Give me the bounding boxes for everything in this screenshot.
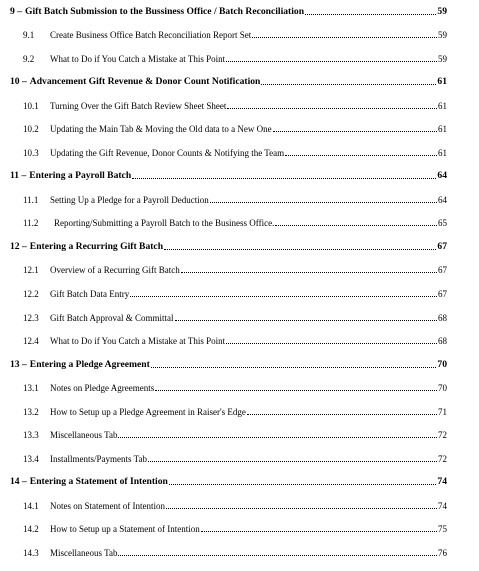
toc-entry-number: 13.3 bbox=[23, 430, 39, 440]
dot-leader bbox=[164, 249, 436, 250]
toc-entry-number: 12.1 bbox=[23, 265, 39, 275]
dot-leader bbox=[118, 437, 437, 438]
toc-entry-number: 10.1 bbox=[23, 101, 39, 111]
dot-leader bbox=[148, 461, 437, 462]
toc-entry-number: 9 – bbox=[10, 6, 22, 17]
toc-entry-title: Turning Over the Gift Batch Review Sheet Sheet bbox=[50, 101, 227, 111]
dot-leader bbox=[201, 531, 437, 532]
dot-leader bbox=[305, 14, 436, 15]
dot-leader bbox=[226, 61, 437, 62]
toc-entry[interactable] bbox=[0, 498, 479, 512]
toc-entry-title: Advancement Gift Revenue & Donor Count Notification bbox=[29, 76, 261, 87]
toc-entry-number: 10 – bbox=[10, 76, 27, 87]
toc-entry-title: Updating the Gift Revenue, Donor Counts & Notifying the Team bbox=[50, 148, 285, 158]
toc-entry-page: 59 bbox=[438, 54, 447, 64]
toc-entry-number: 9.1 bbox=[23, 30, 35, 40]
toc-entry-title: Gift Batch Submission to the Bussiness Office / Batch Reconciliation bbox=[25, 6, 305, 17]
toc-entry-title: Notes on Statement of Intention bbox=[50, 501, 165, 511]
toc-entry-page: 74 bbox=[437, 476, 447, 487]
toc-entry[interactable] bbox=[0, 262, 479, 276]
toc-entry[interactable] bbox=[0, 27, 479, 41]
toc-entry-number: 14.2 bbox=[23, 524, 39, 534]
toc-entry-number: 13 – bbox=[10, 359, 27, 370]
toc-entry-title: Gift Batch Data Entry bbox=[50, 289, 130, 299]
toc-entry-page: 64 bbox=[438, 195, 447, 205]
toc-entry-title: Notes on Pledge Agreements bbox=[50, 383, 155, 393]
dot-leader bbox=[132, 178, 436, 179]
toc-entry-page: 64 bbox=[437, 170, 447, 181]
toc-entry-page: 74 bbox=[438, 501, 447, 511]
toc-entry[interactable] bbox=[0, 357, 479, 371]
toc-entry-page: 71 bbox=[438, 407, 447, 417]
toc-entry-page: 61 bbox=[438, 124, 447, 134]
toc-entry-title: What to Do if You Catch a Mistake at This Point bbox=[50, 54, 226, 64]
toc-entry-page: 67 bbox=[438, 289, 447, 299]
dot-leader bbox=[285, 155, 437, 156]
toc-entry-title: Installments/Payments Tab bbox=[50, 454, 147, 464]
toc-entry-title: How to Setup up a Statement of Intention bbox=[50, 524, 200, 534]
toc-entry-number: 10.2 bbox=[23, 124, 39, 134]
dot-leader bbox=[226, 343, 437, 344]
toc-entry[interactable] bbox=[0, 239, 479, 253]
toc-entry-number: 9.2 bbox=[23, 54, 35, 64]
toc-entry[interactable] bbox=[0, 333, 479, 347]
dot-leader bbox=[227, 108, 437, 109]
toc-entry[interactable] bbox=[0, 51, 479, 65]
toc-entry-number: 11.1 bbox=[23, 195, 39, 205]
toc-entry-number: 10.3 bbox=[23, 148, 39, 158]
dot-leader bbox=[252, 37, 437, 38]
toc-entry[interactable] bbox=[0, 310, 479, 324]
toc-entry-number: 12.4 bbox=[23, 336, 39, 346]
toc-entry[interactable] bbox=[0, 474, 479, 488]
dot-leader bbox=[273, 131, 437, 132]
toc-entry-page: 70 bbox=[437, 359, 447, 370]
toc-entry-number: 11.2 bbox=[23, 218, 39, 228]
toc-entry-number: 12.3 bbox=[23, 313, 39, 323]
dot-leader bbox=[151, 367, 437, 368]
toc-entry[interactable] bbox=[0, 545, 479, 559]
toc-entry-title: How to Setup up a Pledge Agreement in Raiser's Edge bbox=[50, 407, 246, 417]
toc-entry[interactable] bbox=[0, 380, 479, 394]
toc-entry[interactable] bbox=[0, 98, 479, 112]
toc-entry-page: 75 bbox=[438, 524, 447, 534]
toc-entry-title: Updating the Main Tab & Moving the Old data to a New One bbox=[50, 124, 272, 134]
toc-entry-number: 12.2 bbox=[23, 289, 39, 299]
toc-entry-title: What to Do if You Catch a Mistake at This Point bbox=[50, 336, 226, 346]
toc-entry-number: 14.3 bbox=[23, 548, 39, 558]
dot-leader bbox=[166, 508, 437, 509]
toc-entry-title: Create Business Office Batch Reconciliation Report Set bbox=[50, 30, 252, 40]
toc-entry-title: Setting Up a Pledge for a Payroll Deduction bbox=[50, 195, 209, 205]
toc-entry[interactable] bbox=[0, 74, 479, 88]
toc-entry-title: Entering a Pledge Agreement bbox=[29, 359, 150, 370]
dot-leader bbox=[169, 484, 437, 485]
toc-entry-title: Miscellaneous Tab bbox=[50, 430, 118, 440]
toc-entry[interactable] bbox=[0, 215, 479, 229]
toc-entry-number: 12 – bbox=[10, 241, 27, 252]
dot-leader bbox=[275, 225, 437, 226]
toc-entry[interactable] bbox=[0, 404, 479, 418]
toc-entry-number: 14.1 bbox=[23, 501, 39, 511]
dot-leader bbox=[118, 555, 437, 556]
toc-entry[interactable] bbox=[0, 145, 479, 159]
toc-entry[interactable] bbox=[0, 4, 479, 18]
toc-entry-number: 11 – bbox=[10, 170, 27, 181]
toc-entry-title: Miscellaneous Tab bbox=[50, 548, 118, 558]
toc-entry[interactable] bbox=[0, 168, 479, 182]
toc-entry-number: 13.4 bbox=[23, 454, 39, 464]
toc-entry-number: 14 – bbox=[10, 476, 27, 487]
toc-entry-page: 61 bbox=[437, 76, 447, 87]
toc-entry[interactable] bbox=[0, 521, 479, 535]
dot-leader bbox=[175, 320, 438, 321]
dot-leader bbox=[210, 202, 437, 203]
toc-entry-number: 13.2 bbox=[23, 407, 39, 417]
toc-entry-page: 61 bbox=[438, 148, 447, 158]
toc-entry-title: Entering a Payroll Batch bbox=[29, 170, 132, 181]
toc-entry[interactable] bbox=[0, 192, 479, 206]
toc-entry-page: 61 bbox=[438, 101, 447, 111]
dot-leader bbox=[181, 272, 437, 273]
dot-leader bbox=[247, 414, 437, 415]
toc-entry-title: Entering a Statement of Intention bbox=[29, 476, 168, 487]
toc-entry-title: Gift Batch Approval & Committal bbox=[50, 313, 174, 323]
toc-entry-title: Overview of a Recurring Gift Batch bbox=[50, 265, 180, 275]
dot-leader bbox=[155, 390, 437, 391]
toc-entry-page: 67 bbox=[438, 265, 447, 275]
toc-entry-page: 68 bbox=[438, 313, 447, 323]
toc-entry-title: Entering a Recurring Gift Batch bbox=[29, 241, 164, 252]
toc-entry-page: 59 bbox=[438, 30, 447, 40]
toc-entry-page: 68 bbox=[438, 336, 447, 346]
toc-entry-page: 72 bbox=[438, 430, 447, 440]
toc-entry-page: 59 bbox=[437, 6, 447, 17]
toc-entry-number: 13.1 bbox=[23, 383, 39, 393]
dot-leader bbox=[261, 84, 436, 85]
toc-entry-page: 76 bbox=[438, 548, 447, 558]
toc-entry-page: 67 bbox=[437, 241, 447, 252]
toc-entry-page: 70 bbox=[438, 383, 447, 393]
toc-entry[interactable] bbox=[0, 427, 479, 441]
toc-entry-page: 65 bbox=[438, 218, 447, 228]
toc-entry[interactable] bbox=[0, 451, 479, 465]
dot-leader bbox=[130, 296, 437, 297]
toc-entry[interactable] bbox=[0, 286, 479, 300]
toc-entry[interactable] bbox=[0, 121, 479, 135]
toc-entry-title: Reporting/Submitting a Payroll Batch to the Business Office. bbox=[54, 218, 275, 228]
toc-entry-page: 72 bbox=[438, 454, 447, 464]
